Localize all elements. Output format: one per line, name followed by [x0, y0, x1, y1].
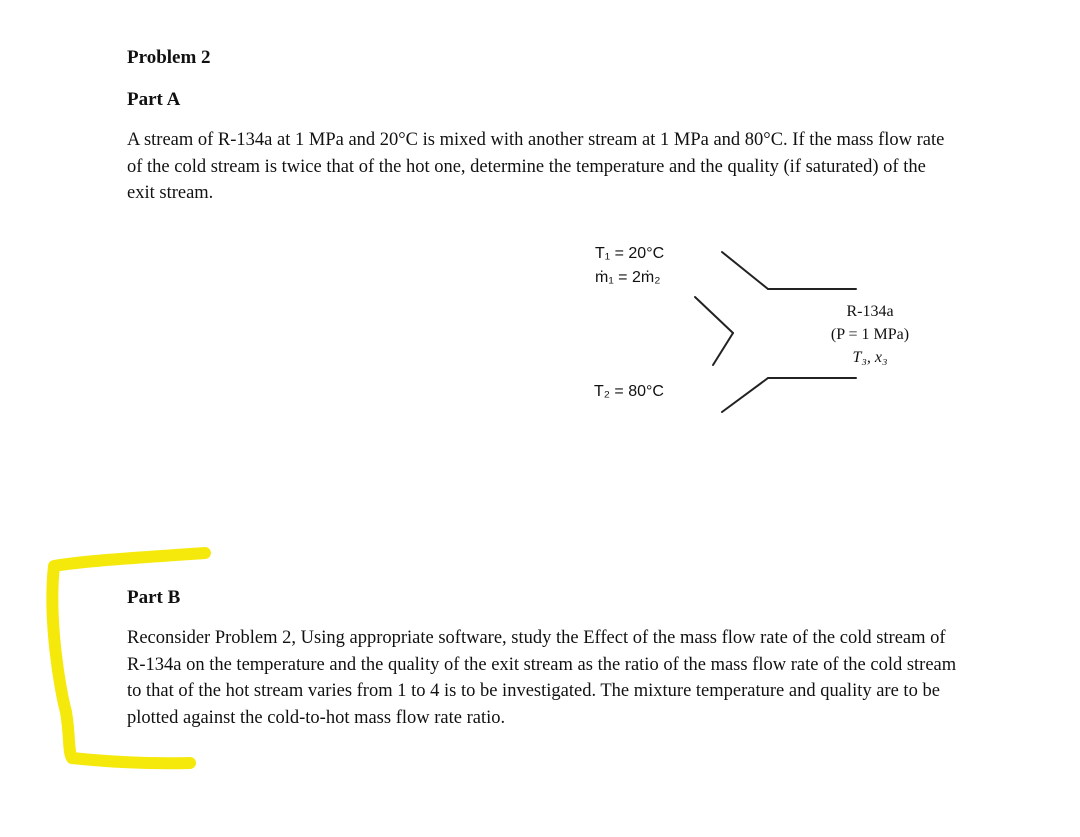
inlet-1-temperature: T₁ = 20°C	[595, 245, 665, 262]
part-b-heading: Part B	[127, 587, 181, 608]
exit-pressure-label: (P = 1 MPa)	[830, 326, 910, 343]
problem-title: Problem 2	[127, 47, 211, 68]
inlet-2-temperature: T₂ = 80°C	[594, 383, 664, 400]
inlet-1-mass-flow: ṁ₁ = 2ṁ₂	[595, 269, 661, 286]
part-a-heading: Part A	[127, 89, 181, 110]
exit-state-label: T₃, x₃	[852, 349, 888, 366]
exit-fluid-label: R-134a	[846, 303, 894, 320]
part-a-text: A stream of R-134a at 1 MPa and 20°C is mixed with another stream at 1 MPa and 80°C. If the mass flow rate of the cold stream is twice that of the hot one, determine the temperature and the quality (if saturated) of the exit stream.	[127, 130, 945, 203]
part-b-text: Reconsider Problem 2, Using appropriate software, study the Effect of the mass flow rate of the cold stream of R-134a on the temperature and the quality of the exit stream as the ratio of the mass flow rate of the cold stream to that of the hot stream varies from 1 to 4 is to be investigated. The mixture temperature and quality are to be plotted against the cold-to-hot mass flow rate ratio.	[127, 628, 957, 728]
